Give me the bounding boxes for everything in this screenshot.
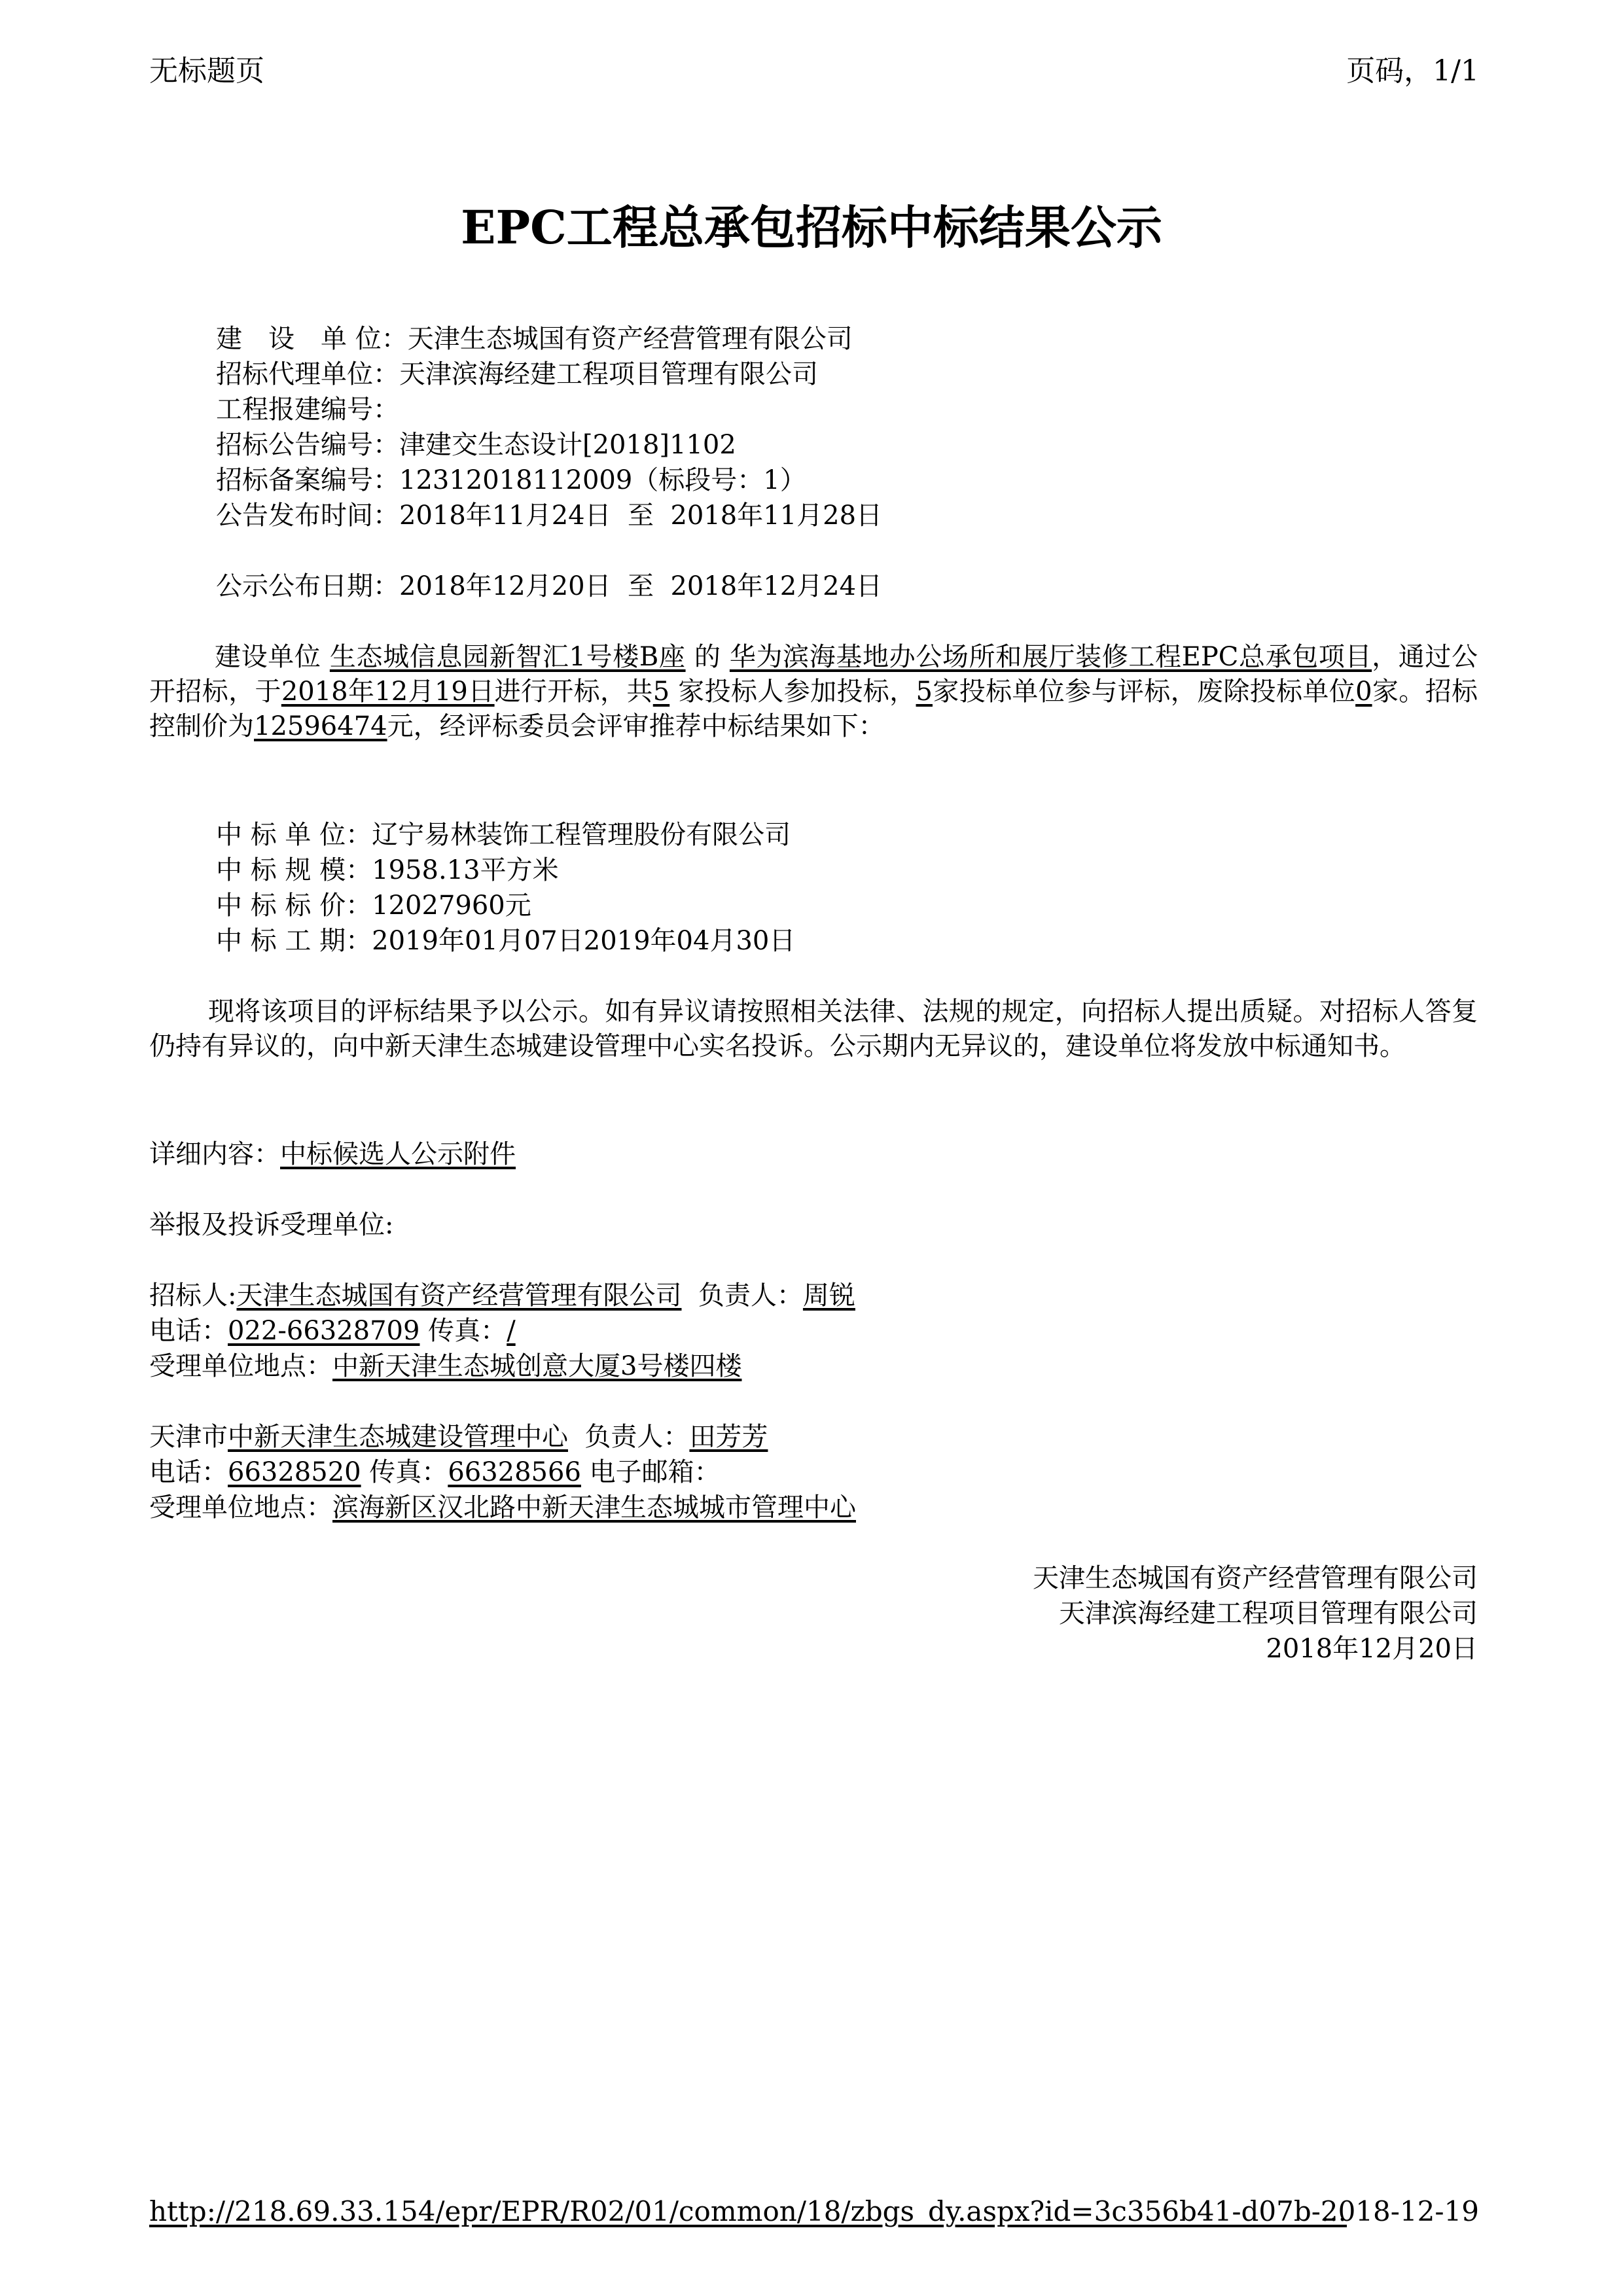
- info-publish-time: 公告发布时间：2018年11月24日 至 2018年11月28日: [216, 501, 883, 531]
- result-period: 中 标 工 期：2019年01月07日2019年04月30日: [216, 926, 796, 956]
- page-number: 页码，1/1: [1346, 54, 1479, 88]
- tenderer-row: 招标人:天津生态城国有资产经营管理有限公司 负责人：周锐: [149, 1280, 855, 1311]
- result-scale: 中 标 规 模：1958.13平方米: [216, 855, 559, 885]
- rejected-count: 0: [1355, 677, 1372, 707]
- tenderer-name: 天津生态城国有资产经营管理有限公司: [236, 1280, 682, 1311]
- signature-org-1: 天津生态城国有资产经营管理有限公司: [1033, 1563, 1478, 1593]
- tenderer-phone: 022-66328709: [228, 1316, 420, 1346]
- page-title: EPC工程总承包招标中标结果公示: [461, 200, 1162, 255]
- construction-site: 生态城信息园新智汇1号楼B座: [329, 642, 686, 672]
- authority-row: 天津市中新天津生态城建设管理中心 负责人：田芳芳: [149, 1422, 768, 1452]
- info-report-no: 工程报建编号：: [216, 395, 399, 425]
- evaluated-count: 5: [916, 677, 933, 707]
- authority-contact-row: 电话：66328520 传真：66328566 电子邮箱：: [149, 1457, 721, 1487]
- detail-row: 详细内容：中标候选人公示附件: [149, 1139, 516, 1169]
- attachment-link[interactable]: 中标候选人公示附件: [280, 1139, 516, 1169]
- authority-phone: 66328520: [228, 1457, 361, 1487]
- tenderer-address: 中新天津生态城创意大厦3号楼四楼: [332, 1351, 742, 1381]
- info-record-no: 招标备案编号：12312018112009（标段号：1）: [216, 465, 806, 495]
- authority-fax: 66328566: [448, 1457, 581, 1487]
- page-header-title: 无标题页: [149, 54, 264, 88]
- info-agency: 招标代理单位：天津滨海经建工程项目管理有限公司: [216, 359, 818, 389]
- tenderer-address-row: 受理单位地点：中新天津生态城创意大厦3号楼四楼: [149, 1351, 742, 1381]
- authority-address: 滨海新区汉北路中新天津生态城城市管理中心: [332, 1492, 856, 1523]
- signature-date: 2018年12月20日: [1266, 1634, 1478, 1664]
- authority-person: 田芳芳: [689, 1422, 768, 1452]
- result-winner: 中 标 单 位：辽宁易林装饰工程管理股份有限公司: [216, 820, 791, 850]
- tenderer-person: 周锐: [802, 1280, 855, 1311]
- control-price: 12596474: [254, 711, 387, 741]
- footer-date: 2018-12-19: [1320, 2195, 1479, 2227]
- complaint-heading: 举报及投诉受理单位:: [149, 1210, 394, 1240]
- footer-url-link[interactable]: http://218.69.33.154/epr/EPR/R02/01/common/18/zbgs_dy.aspx?id=3c356b41-d07b-...: [149, 2195, 1347, 2227]
- info-notice-no: 招标公告编号：津建交生态设计[2018]1102: [216, 430, 736, 460]
- project-name: 华为滨海基地办公场所和展厅装修工程EPC总承包项目: [729, 642, 1372, 672]
- tenderer-fax: /: [507, 1316, 516, 1346]
- bidder-count: 5: [652, 677, 670, 707]
- info-publicity-date: 公示公布日期：2018年12月20日 至 2018年12月24日: [216, 571, 883, 601]
- tenderer-contact-row: 电话：022-66328709 传真：/: [149, 1316, 516, 1346]
- info-construction-unit: 建 设 单 位：天津生态城国有资产经营管理有限公司: [216, 324, 853, 354]
- opening-date: 2018年12月19日: [281, 677, 495, 707]
- objection-notice-paragraph: 现将该项目的评标结果予以公示。如有异议请按照相关法律、法规的规定，向招标人提出质疑。对招标人答复仍持有异议的，向中新天津生态城建设管理中心实名投诉。公示期内无异议的，建设单位将发放中标通知书。: [149, 997, 1478, 1061]
- authority-name: 中新天津生态城建设管理中心: [228, 1422, 568, 1452]
- result-price: 中 标 标 价：12027960元: [216, 891, 531, 921]
- signature-org-2: 天津滨海经建工程项目管理有限公司: [1059, 1598, 1478, 1629]
- authority-address-row: 受理单位地点：滨海新区汉北路中新天津生态城城市管理中心: [149, 1492, 856, 1523]
- bid-summary-paragraph: 建设单位 生态城信息园新智汇1号楼B座 的 华为滨海基地办公场所和展厅装修工程EPC总承包项目，通过公开招标，于2018年12月19日进行开标，共5 家投标人参加投标，5家投标单位参与评标，废除投标单位0家。招标控制价为12596474元，经评标委员会评审推荐中标结果如下：: [149, 642, 1478, 741]
